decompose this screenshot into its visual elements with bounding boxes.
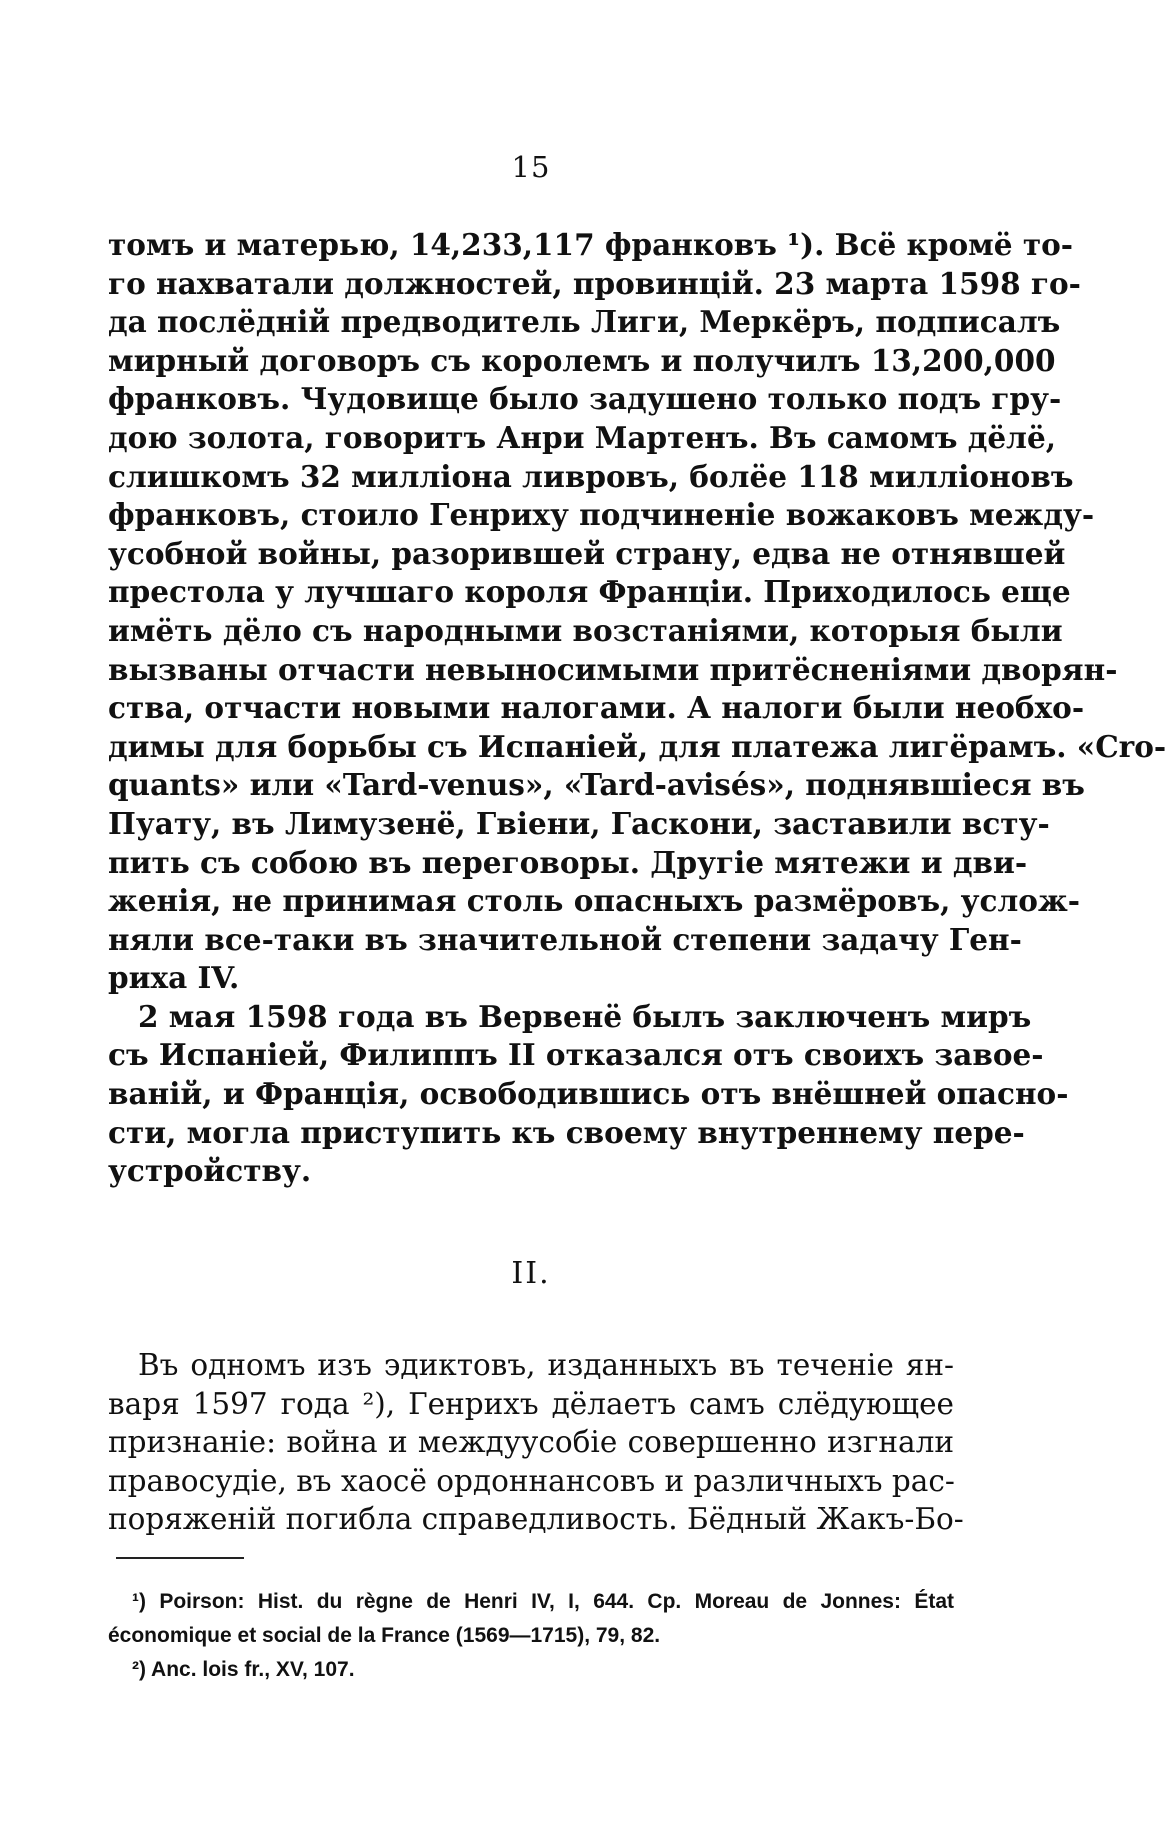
page-number: 15	[511, 150, 551, 184]
text-line: ства, отчасти новыми налогами. А налоги были необхо-	[108, 690, 1085, 726]
paragraph-1	[108, 226, 1166, 998]
main-text-upper	[108, 226, 1166, 1191]
text-line: варя 1597 года ²), Генрихъ дёлаетъ самъ слёдующее	[108, 1386, 954, 1421]
text-line: усобной войны, разорившей страну, едва не отнявшей	[108, 535, 1066, 571]
footnote-2: ²) Anc. lois fr., XV, 107.	[132, 1658, 355, 1681]
text-line: мирный договоръ съ королемъ и получилъ 13,200,000	[108, 342, 1056, 378]
paragraph-2	[108, 998, 1069, 1191]
footnote-1-line-2: économique et social de la France (1569—1715), 79, 82.	[108, 1624, 661, 1647]
text-line: няли все-таки въ значительной степени задачу Ген-	[108, 921, 1022, 957]
text-line: томъ и матерью, 14,233,117 франковъ ¹). Всё кромё то-	[108, 227, 1074, 262]
footnotes	[108, 1585, 954, 1687]
text-line: правосудіе, въ хаосё ордоннансовъ и различныхъ рас-	[108, 1463, 955, 1498]
text-line: дою золота, говоритъ Анри Мартенъ. Въ самомъ дёлё,	[108, 419, 1056, 455]
text-line: поряженій погибла справедливость. Бёдный Жакъ-Бо-	[108, 1502, 964, 1537]
section-heading: II.	[511, 1256, 551, 1291]
text-line: съ Испаніей, Филиппъ II отказался отъ своихъ завое-	[108, 1037, 1044, 1073]
text-line: ваній, и Франція, освободившись отъ внёшней опасно-	[108, 1076, 1069, 1112]
footnote-divider	[116, 1557, 244, 1559]
main-text-lower	[108, 1346, 964, 1539]
text-line: женія, не принимая столь опасныхъ размёровъ, услож-	[108, 883, 1080, 919]
text-line: устройству.	[108, 1153, 312, 1189]
text-line: Пуату, въ Лимузенё, Гвіени, Гаскони, заставили всту-	[108, 805, 1050, 841]
text-line: quants» или «Tard-venus», «Tard-avisés», поднявшіеся въ	[108, 767, 1085, 803]
text-line: пить съ собою въ переговоры. Другіе мятежи и дви-	[108, 844, 1028, 880]
footnote-1-line-1: ¹) Poirson: Hist. du règne de Henri IV, I, 644. Cp. Moreau de Jonnes: État	[132, 1590, 954, 1613]
text-line: имёть дёло съ народными возстаніями, которыя были	[108, 612, 1063, 648]
paragraph-3	[108, 1346, 964, 1539]
text-line: Въ одномъ изъ эдиктовъ, изданныхъ въ теченіе ян-	[138, 1348, 954, 1382]
text-line: вызваны отчасти невыносимыми притёсненіями дворян-	[108, 651, 1118, 687]
text-line: слишкомъ 32 милліона ливровъ, болёе 118 милліоновъ	[108, 458, 1074, 494]
text-line: признаніе: война и междуусобіе совершенно изгнали	[108, 1425, 954, 1460]
text-line: сти, могла приступить къ своему внутреннему пере-	[108, 1114, 1025, 1150]
text-line: да послёдній предводитель Лиги, Меркёръ, подписалъ	[108, 304, 1061, 340]
text-line: риха IV.	[108, 960, 240, 996]
text-line: 2 мая 1598 года въ Вервенё былъ заключенъ миръ	[138, 998, 1032, 1034]
text-line: престола у лучшаго короля Франціи. Приходилось еще	[108, 574, 1071, 610]
text-line: го нахватали должностей, провинцій. 23 марта 1598 го-	[108, 265, 1081, 301]
text-line: франковъ, стоило Генриху подчиненіе вожаковъ между-	[108, 497, 1095, 533]
text-line: димы для борьбы съ Испаніей, для платежа лигёрамъ. «Cro-	[108, 728, 1166, 764]
text-line: франковъ. Чудовище было задушено только подъ гру-	[108, 381, 1062, 417]
